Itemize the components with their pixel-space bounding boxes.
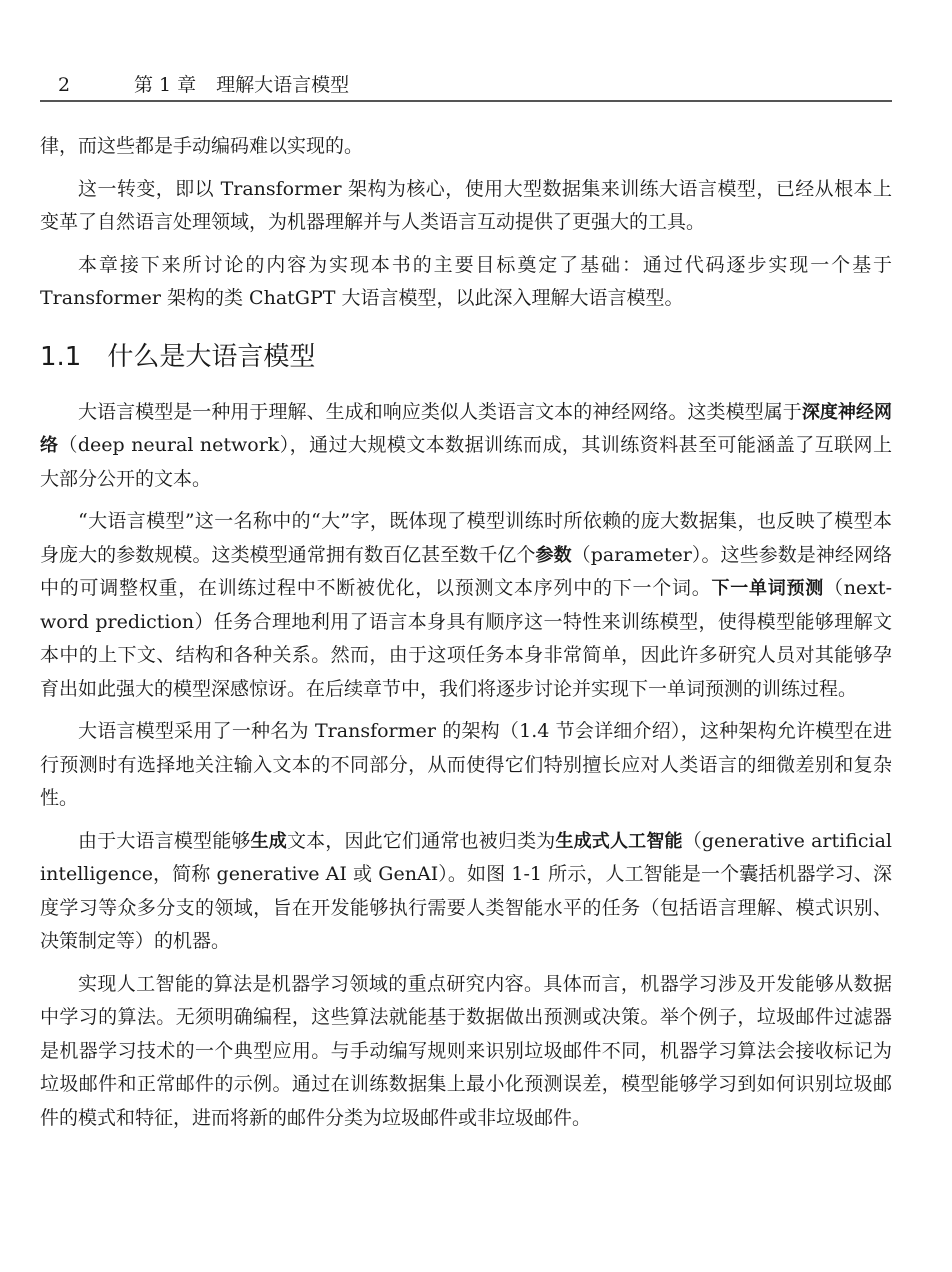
running-header <box>40 70 892 102</box>
term-generative-ai: 生成式人工智能 <box>555 830 683 852</box>
term-deep-neural-network: 深度神经网络 <box>40 401 893 456</box>
text-run: 大语言模型是一种用于理解、生成和响应类似人类语言文本的神经网络。这类模型属于 <box>78 400 802 423</box>
term-next-word-prediction: 下一单词预测 <box>711 578 824 599</box>
paragraph <box>40 825 892 959</box>
text-run: （next-word prediction）任务合理地利用了语言本身具有顺序这一特性来训练模型，使得模型能够理解文本中的上下文、结构和各种关系。然而，由于这项任务本身非常简单，因此许多研究人员对其能够孕育出如此强大的模型深感惊讶。在后续章节中，我们将逐步讨论并实现下一单词预测的训练过程。 <box>40 577 892 700</box>
term-generate: 生成 <box>250 830 287 852</box>
section-title: 什么是大语言模型 <box>107 341 316 372</box>
paragraph: 本章接下来所讨论的内容为实现本书的主要目标奠定了基础：通过代码逐步实现一个基于 Transformer 架构的类 ChatGPT 大语言模型，以此深入理解大语言模型。 <box>40 253 892 309</box>
text-run: 文本，因此它们通常也被归类为 <box>286 829 556 852</box>
chapter-title: 理解大语言模型 <box>216 74 350 96</box>
text-run: （parameter）。这些参数是神经网络中的可调整权重，在训练过程中不断被优化，以预测文本序列中的下一个词。 <box>40 543 893 599</box>
page-body <box>40 130 892 1135</box>
page-number: 2 <box>58 74 71 96</box>
paragraph <box>40 396 892 497</box>
paragraph <box>40 505 892 706</box>
book-page <box>40 70 892 1144</box>
paragraph-continued: 律，而这些都是手动编码难以实现的。 <box>40 135 364 157</box>
text-run: （deep neural network），通过大规模文本数据训练而成，其训练资料甚至可能涵盖了互联网上大部分公开的文本。 <box>40 434 893 490</box>
paragraph: 大语言模型采用了一种名为 Transformer 的架构（1.4 节会详细介绍），这种架构允许模型在进行预测时有选择地关注输入文本的不同部分，从而使得它们特别擅长应对人类语言的细微差别和复杂性。 <box>40 720 892 809</box>
text-run: “大语言模型”这一名称中的“大”字，既体现了模型训练时所依赖的庞大数据集，也反映了模型本身庞大的参数规模。这类模型通常拥有数百亿甚至数千亿个 <box>40 510 892 566</box>
section-heading <box>40 338 892 376</box>
term-parameter: 参数 <box>535 544 572 566</box>
text-run: （generative artificial intelligence，简称 generative AI 或 GenAI）。如图 1-1 所示，人工智能是一个囊括机器学习、深度学习等众多分支的领域，旨在开发能够执行需要人类智能水平的任务（包括语言理解、模式识别、决策制定等）的机器。 <box>40 829 892 952</box>
section-number: 1.1 <box>40 341 82 372</box>
chapter-label: 第 1 章 <box>134 74 197 96</box>
paragraph: 实现人工智能的算法是机器学习领域的重点研究内容。具体而言，机器学习涉及开发能够从数据中学习的算法。无须明确编程，这些算法就能基于数据做出预测或决策。举个例子，垃圾邮件过滤器是机器学习技术的一个典型应用。与手动编写规则来识别垃圾邮件不同，机器学习算法会接收标记为垃圾邮件和正常邮件的示例。通过在训练数据集上最小化预测误差，模型能够学习到如何识别垃圾邮件的模式和特征，进而将新的邮件分类为垃圾邮件或非垃圾邮件。 <box>40 972 892 1129</box>
text-run: 由于大语言模型能够 <box>78 829 251 852</box>
paragraph: 这一转变，即以 Transformer 架构为核心，使用大型数据集来训练大语言模型，已经从根本上变革了自然语言处理领域，为机器理解并与人类语言互动提供了更强大的工具。 <box>40 177 892 233</box>
